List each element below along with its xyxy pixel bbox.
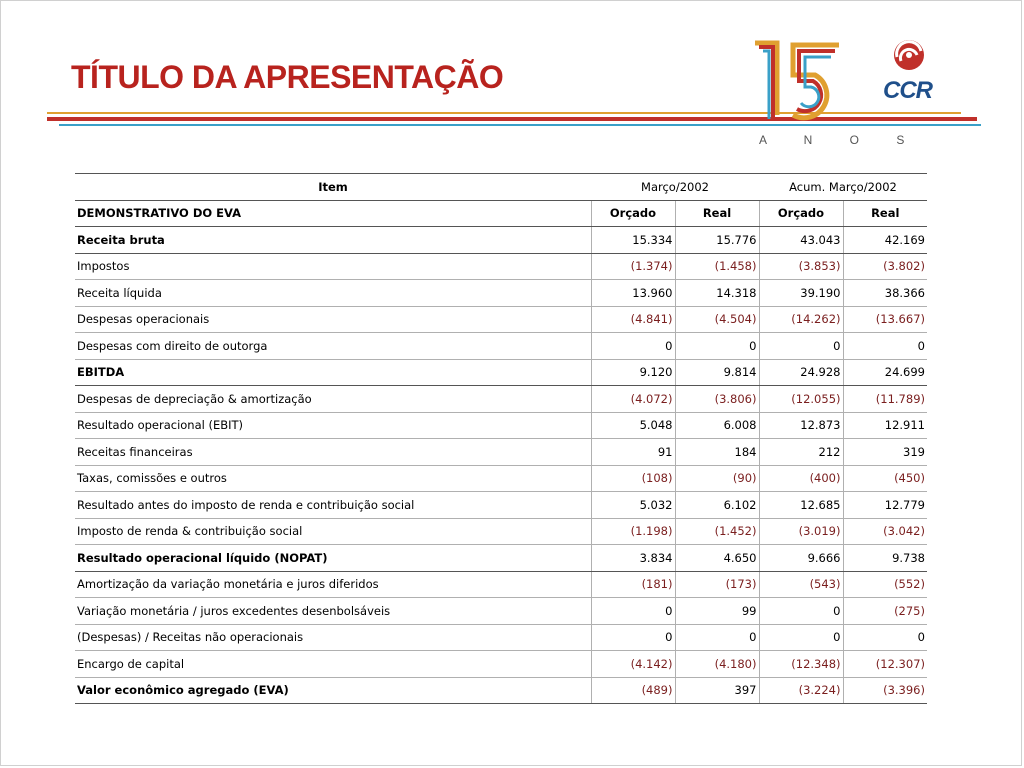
row-value: 12.779 <box>843 492 927 519</box>
row-value: 0 <box>591 598 675 625</box>
row-value: (181) <box>591 571 675 598</box>
row-value: (3.853) <box>759 253 843 280</box>
ccr-logo-text: CCR <box>883 77 932 104</box>
row-label: Despesas com direito de outorga <box>75 333 591 360</box>
row-value: 24.699 <box>843 359 927 386</box>
row-label: (Despesas) / Receitas não operacionais <box>75 624 591 651</box>
table-row <box>75 306 927 333</box>
table-row <box>75 492 927 519</box>
table-row <box>75 439 927 466</box>
row-value: 0 <box>675 333 759 360</box>
row-value: (3.396) <box>843 677 927 704</box>
row-value: 0 <box>759 598 843 625</box>
subheader-real-2: Real <box>843 200 927 227</box>
row-value: (3.806) <box>675 386 759 413</box>
row-value: 42.169 <box>843 227 927 254</box>
row-value: 12.873 <box>759 412 843 439</box>
row-value: 9.814 <box>675 359 759 386</box>
row-label: Impostos <box>75 253 591 280</box>
row-label: Despesas operacionais <box>75 306 591 333</box>
row-value: 0 <box>675 624 759 651</box>
page-title: TÍTULO DA APRESENTAÇÃO <box>71 59 504 95</box>
row-label: Receita líquida <box>75 280 591 307</box>
ccr-swirl-icon <box>877 37 937 77</box>
row-value: (3.019) <box>759 518 843 545</box>
table-row <box>75 465 927 492</box>
table-row <box>75 651 927 678</box>
table-row <box>75 280 927 307</box>
table-row <box>75 359 927 386</box>
header-item: Item <box>75 174 591 201</box>
row-value: 43.043 <box>759 227 843 254</box>
row-value: 0 <box>759 333 843 360</box>
row-value: 397 <box>675 677 759 704</box>
row-value: 5.048 <box>591 412 675 439</box>
row-label: Despesas de depreciação & amortização <box>75 386 591 413</box>
row-value: (1.198) <box>591 518 675 545</box>
table-subheader-row <box>75 200 927 227</box>
header-group-marco-2002: Março/2002 <box>591 174 759 201</box>
row-value: 9.120 <box>591 359 675 386</box>
row-value: 6.102 <box>675 492 759 519</box>
row-value: 0 <box>591 624 675 651</box>
row-value: 184 <box>675 439 759 466</box>
row-value: (3.224) <box>759 677 843 704</box>
row-value: 39.190 <box>759 280 843 307</box>
row-label: Variação monetária / juros excedentes desenbolsáveis <box>75 598 591 625</box>
row-value: (3.042) <box>843 518 927 545</box>
row-value: (14.262) <box>759 306 843 333</box>
table-row <box>75 571 927 598</box>
row-value: (275) <box>843 598 927 625</box>
row-value: 212 <box>759 439 843 466</box>
row-value: (12.348) <box>759 651 843 678</box>
row-value: (1.374) <box>591 253 675 280</box>
row-label: Resultado operacional líquido (NOPAT) <box>75 545 591 572</box>
row-value: 12.685 <box>759 492 843 519</box>
row-value: (4.180) <box>675 651 759 678</box>
table-row <box>75 518 927 545</box>
row-value: (4.504) <box>675 306 759 333</box>
row-value: 4.650 <box>675 545 759 572</box>
row-value: (13.667) <box>843 306 927 333</box>
row-value: 6.008 <box>675 412 759 439</box>
row-value: 15.776 <box>675 227 759 254</box>
row-value: 9.738 <box>843 545 927 572</box>
row-value: 9.666 <box>759 545 843 572</box>
row-value: 319 <box>843 439 927 466</box>
row-value: (11.789) <box>843 386 927 413</box>
row-label: Imposto de renda & contribuição social <box>75 518 591 545</box>
row-value: 12.911 <box>843 412 927 439</box>
row-label: Resultado antes do imposto de renda e contribuição social <box>75 492 591 519</box>
eva-table <box>75 173 927 704</box>
row-label: Resultado operacional (EBIT) <box>75 412 591 439</box>
row-value: (489) <box>591 677 675 704</box>
row-value: (4.142) <box>591 651 675 678</box>
row-value: (552) <box>843 571 927 598</box>
row-value: 99 <box>675 598 759 625</box>
row-value: (12.307) <box>843 651 927 678</box>
row-value: 0 <box>843 624 927 651</box>
row-value: (4.072) <box>591 386 675 413</box>
table-row <box>75 227 927 254</box>
row-label: Encargo de capital <box>75 651 591 678</box>
table-row <box>75 333 927 360</box>
table-row <box>75 253 927 280</box>
row-value: (90) <box>675 465 759 492</box>
row-value: (400) <box>759 465 843 492</box>
row-value: (543) <box>759 571 843 598</box>
row-label: Taxas, comissões e outros <box>75 465 591 492</box>
row-value: (1.458) <box>675 253 759 280</box>
row-value: 0 <box>843 333 927 360</box>
table-row <box>75 598 927 625</box>
row-value: (12.055) <box>759 386 843 413</box>
anos-label: A N O S <box>759 133 922 147</box>
row-label: Valor econômico agregado (EVA) <box>75 677 591 704</box>
table-header-row <box>75 174 927 201</box>
subheader-orcado-2: Orçado <box>759 200 843 227</box>
row-value: 15.334 <box>591 227 675 254</box>
row-value: (173) <box>675 571 759 598</box>
header-group-acum-marco-2002: Acum. Março/2002 <box>759 174 927 201</box>
row-value: 91 <box>591 439 675 466</box>
table-row <box>75 677 927 704</box>
table-row <box>75 386 927 413</box>
row-label: Receita bruta <box>75 227 591 254</box>
row-label: Amortização da variação monetária e juros diferidos <box>75 571 591 598</box>
row-value: (108) <box>591 465 675 492</box>
table-row <box>75 412 927 439</box>
table-row <box>75 624 927 651</box>
row-value: (1.452) <box>675 518 759 545</box>
subheader-orcado-1: Orçado <box>591 200 675 227</box>
row-value: (4.841) <box>591 306 675 333</box>
row-value: 3.834 <box>591 545 675 572</box>
row-label: EBITDA <box>75 359 591 386</box>
row-value: 0 <box>591 333 675 360</box>
row-value: (3.802) <box>843 253 927 280</box>
row-label: Receitas financeiras <box>75 439 591 466</box>
row-value: 0 <box>759 624 843 651</box>
subheader-real-1: Real <box>675 200 759 227</box>
subheader-label: DEMONSTRATIVO DO EVA <box>75 200 591 227</box>
15-anos-logo-icon <box>749 37 845 133</box>
row-value: 5.032 <box>591 492 675 519</box>
row-value: 38.366 <box>843 280 927 307</box>
row-value: 14.318 <box>675 280 759 307</box>
row-value: (450) <box>843 465 927 492</box>
row-value: 24.928 <box>759 359 843 386</box>
row-value: 13.960 <box>591 280 675 307</box>
table-row <box>75 545 927 572</box>
